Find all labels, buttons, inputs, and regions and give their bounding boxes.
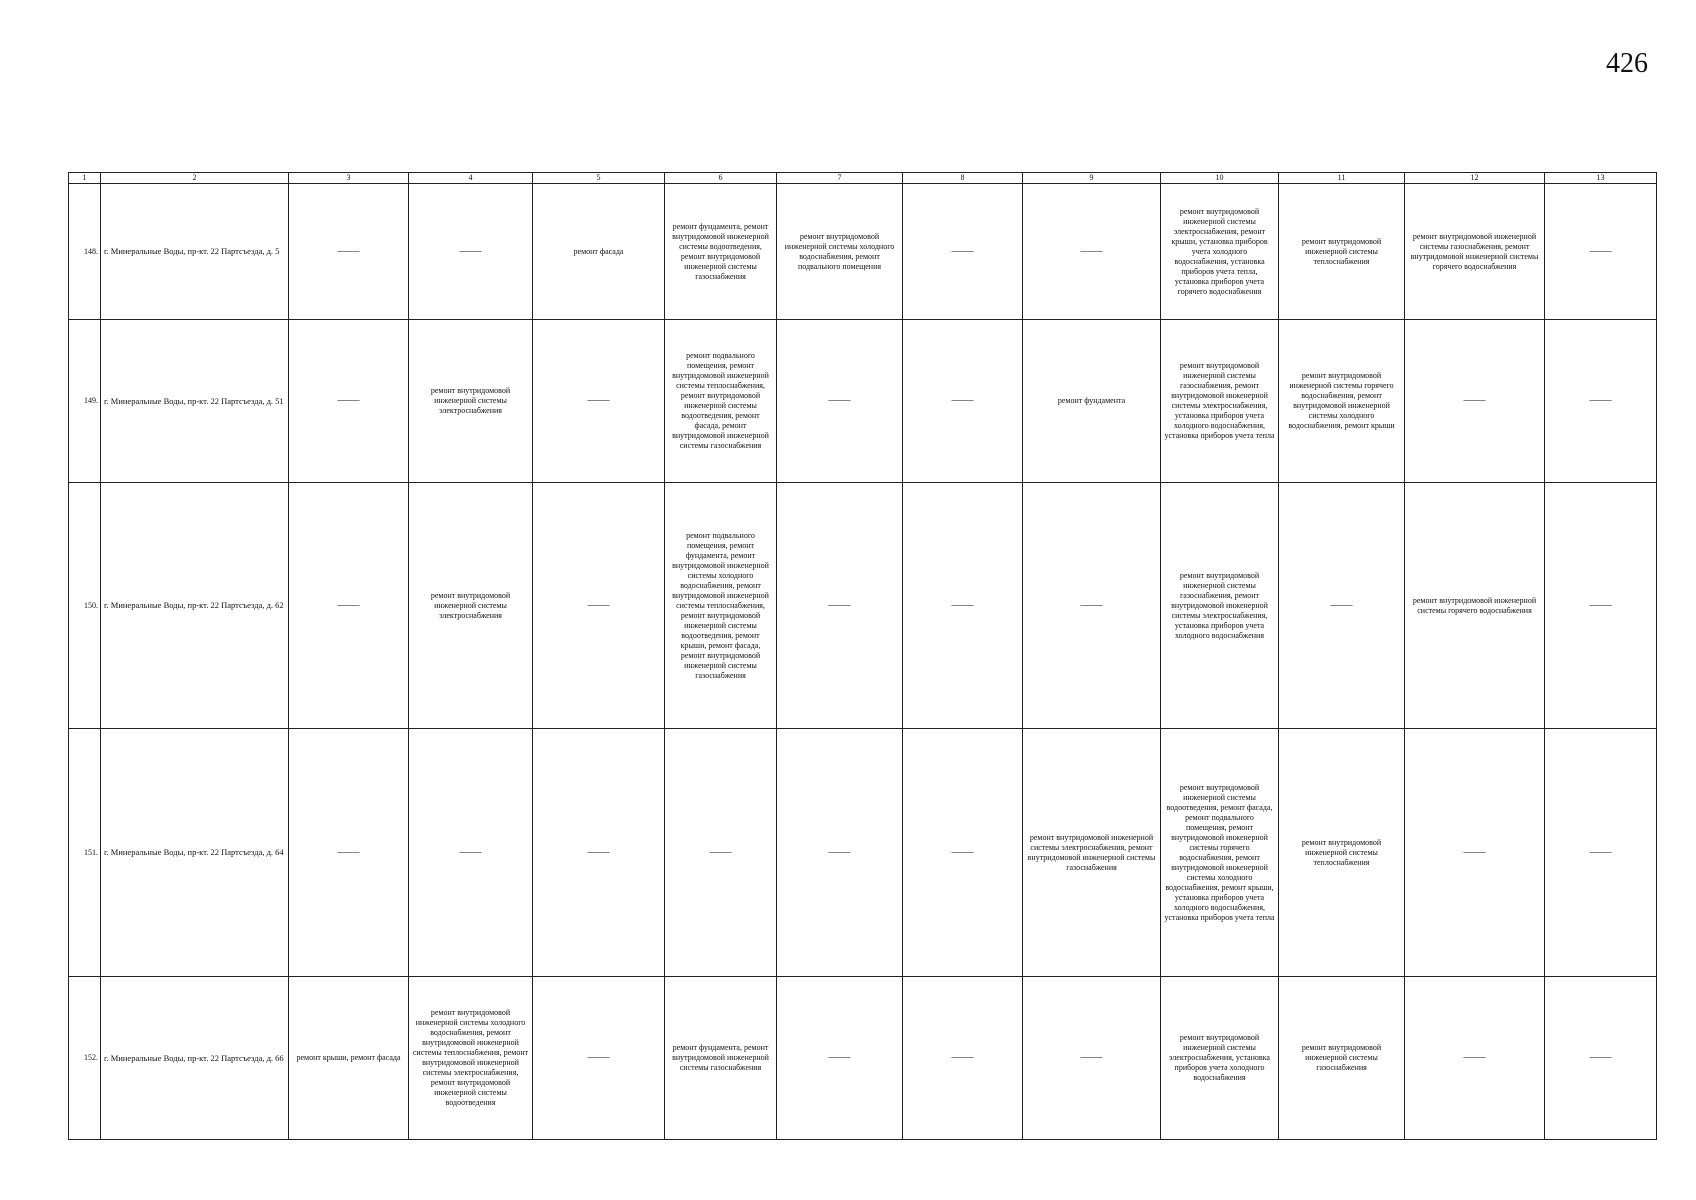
work-cell-col-3: ——: [289, 320, 409, 483]
column-header-10: 10: [1161, 173, 1279, 184]
work-cell-col-10: ремонт внутридомовой инженерной системы газоснабжения, ремонт внутридомовой инженерной системы электроснабжения, установка приборов учета холодного водоснабжения: [1161, 483, 1279, 729]
work-cell-col-8: ——: [903, 977, 1023, 1140]
work-cell-col-5: ——: [533, 483, 665, 729]
work-cell-col-4: ремонт внутридомовой инженерной системы электроснабжения: [409, 320, 533, 483]
work-cell-col-7: ——: [777, 483, 903, 729]
work-cell-col-11: ремонт внутридомовой инженерной системы горячего водоснабжения, ремонт внутридомовой инженерной системы холодного водоснабжения, ремонт крыши: [1279, 320, 1405, 483]
table-row: [69, 320, 1657, 483]
work-cell-col-8: ——: [903, 184, 1023, 320]
column-header-13: 13: [1545, 173, 1657, 184]
work-cell-col-10: ремонт внутридомовой инженерной системы газоснабжения, ремонт внутридомовой инженерной системы электроснабжения, установка приборов учета холодного водоснабжения, установка приборов учета тепла: [1161, 320, 1279, 483]
column-header-11: 11: [1279, 173, 1405, 184]
table-row: [69, 184, 1657, 320]
work-cell-col-6: ——: [665, 729, 777, 977]
table-row: [69, 977, 1657, 1140]
column-header-3: 3: [289, 173, 409, 184]
work-cell-col-10: ремонт внутридомовой инженерной системы водоотведения, ремонт фасада, ремонт подвального помещения, ремонт внутридомовой инженерной системы горячего водоснабжения, ремонт внутридомовой инженерной системы холодного водоснабжения, ремонт крыши, установка приборов учета холодного водоснабжения, установка приборов учета тепла: [1161, 729, 1279, 977]
work-cell-col-13: ——: [1545, 320, 1657, 483]
column-header-12: 12: [1405, 173, 1545, 184]
work-cell-col-9: ——: [1023, 977, 1161, 1140]
row-number: 152.: [69, 977, 101, 1140]
column-header-7: 7: [777, 173, 903, 184]
work-cell-col-11: ремонт внутридомовой инженерной системы теплоснабжения: [1279, 729, 1405, 977]
table-row: [69, 483, 1657, 729]
work-cell-col-12: ремонт внутридомовой инженерной системы газоснабжения, ремонт внутридомовой инженерной системы горячего водоснабжения: [1405, 184, 1545, 320]
table-body: [69, 173, 1657, 1140]
work-cell-col-11: ремонт внутридомовой инженерной системы теплоснабжения: [1279, 184, 1405, 320]
row-number: 150.: [69, 483, 101, 729]
row-number: 151.: [69, 729, 101, 977]
work-cell-col-11: ——: [1279, 483, 1405, 729]
column-header-9: 9: [1023, 173, 1161, 184]
work-cell-col-7: ——: [777, 729, 903, 977]
column-header-2: 2: [101, 173, 289, 184]
work-cell-col-5: ремонт фасада: [533, 184, 665, 320]
work-cell-col-9: ремонт фундамента: [1023, 320, 1161, 483]
work-cell-col-4: ——: [409, 184, 533, 320]
work-cell-col-4: ремонт внутридомовой инженерной системы электроснабжения: [409, 483, 533, 729]
work-cell-col-12: ——: [1405, 320, 1545, 483]
work-cell-col-5: ——: [533, 977, 665, 1140]
work-cell-col-10: ремонт внутридомовой инженерной системы электроснабжения, установка приборов учета холодного водоснабжения: [1161, 977, 1279, 1140]
work-cell-col-7: ремонт внутридомовой инженерной системы холодного водоснабжения, ремонт подвального помещения: [777, 184, 903, 320]
work-cell-col-10: ремонт внутридомовой инженерной системы электроснабжения, ремонт крыши, установка приборов учета холодного водоснабжения, установка приборов учета тепла, установка приборов учета горячего водоснабжения: [1161, 184, 1279, 320]
work-cell-col-13: ——: [1545, 977, 1657, 1140]
column-header-1: 1: [69, 173, 101, 184]
column-header-5: 5: [533, 173, 665, 184]
work-cell-col-9: ——: [1023, 184, 1161, 320]
column-header-6: 6: [665, 173, 777, 184]
address-cell: г. Минеральные Воды, пр-кт. 22 Партсъезда, д. 64: [101, 729, 289, 977]
work-cell-col-3: ремонт крыши, ремонт фасада: [289, 977, 409, 1140]
work-cell-col-13: ——: [1545, 184, 1657, 320]
work-cell-col-6: ремонт подвального помещения, ремонт фундамента, ремонт внутридомовой инженерной системы холодного водоснабжения, ремонт внутридомовой инженерной системы теплоснабжения, ремонт внутридомовой инженерной системы водоотведения, ремонт крыши, ремонт фасада, ремонт внутридомовой инженерной системы газоснабжения: [665, 483, 777, 729]
work-cell-col-12: ремонт внутридомовой инженерной системы горячего водоснабжения: [1405, 483, 1545, 729]
work-cell-col-11: ремонт внутридомовой инженерной системы газоснабжения: [1279, 977, 1405, 1140]
header-row: [69, 173, 1657, 184]
work-cell-col-12: ——: [1405, 729, 1545, 977]
work-cell-col-5: ——: [533, 729, 665, 977]
work-cell-col-13: ——: [1545, 483, 1657, 729]
address-cell: г. Минеральные Воды, пр-кт. 22 Партсъезда, д. 51: [101, 320, 289, 483]
repair-schedule-table: [68, 172, 1657, 1140]
work-cell-col-9: ремонт внутридомовой инженерной системы электроснабжения, ремонт внутридомовой инженерной системы газоснабжения: [1023, 729, 1161, 977]
page-number: 426: [1606, 48, 1648, 79]
work-cell-col-8: ——: [903, 320, 1023, 483]
work-cell-col-6: ремонт фундамента, ремонт внутридомовой инженерной системы водоотведения, ремонт внутридомовой инженерной системы газоснабжения: [665, 184, 777, 320]
row-number: 149.: [69, 320, 101, 483]
work-cell-col-4: ——: [409, 729, 533, 977]
row-number: 148.: [69, 184, 101, 320]
work-cell-col-8: ——: [903, 483, 1023, 729]
work-cell-col-3: ——: [289, 184, 409, 320]
address-cell: г. Минеральные Воды, пр-кт. 22 Партсъезда, д. 66: [101, 977, 289, 1140]
work-cell-col-7: ——: [777, 977, 903, 1140]
column-header-8: 8: [903, 173, 1023, 184]
work-cell-col-6: ремонт фундамента, ремонт внутридомовой инженерной системы газоснабжения: [665, 977, 777, 1140]
address-cell: г. Минеральные Воды, пр-кт. 22 Партсъезда, д. 5: [101, 184, 289, 320]
work-cell-col-6: ремонт подвального помещения, ремонт внутридомовой инженерной системы теплоснабжения, ремонт внутридомовой инженерной системы водоотведения, ремонт фасада, ремонт внутридомовой инженерной системы газоснабжения: [665, 320, 777, 483]
table-row: [69, 729, 1657, 977]
column-header-4: 4: [409, 173, 533, 184]
work-cell-col-13: ——: [1545, 729, 1657, 977]
work-cell-col-4: ремонт внутридомовой инженерной системы холодного водоснабжения, ремонт внутридомовой инженерной системы теплоснабжения, ремонт внутридомовой инженерной системы электроснабжения, ремонт внутридомовой инженерной системы водоотведения: [409, 977, 533, 1140]
work-cell-col-9: ——: [1023, 483, 1161, 729]
work-cell-col-3: ——: [289, 729, 409, 977]
work-cell-col-5: ——: [533, 320, 665, 483]
work-cell-col-7: ——: [777, 320, 903, 483]
address-cell: г. Минеральные Воды, пр-кт. 22 Партсъезда, д. 62: [101, 483, 289, 729]
work-cell-col-8: ——: [903, 729, 1023, 977]
work-cell-col-3: ——: [289, 483, 409, 729]
work-cell-col-12: ——: [1405, 977, 1545, 1140]
